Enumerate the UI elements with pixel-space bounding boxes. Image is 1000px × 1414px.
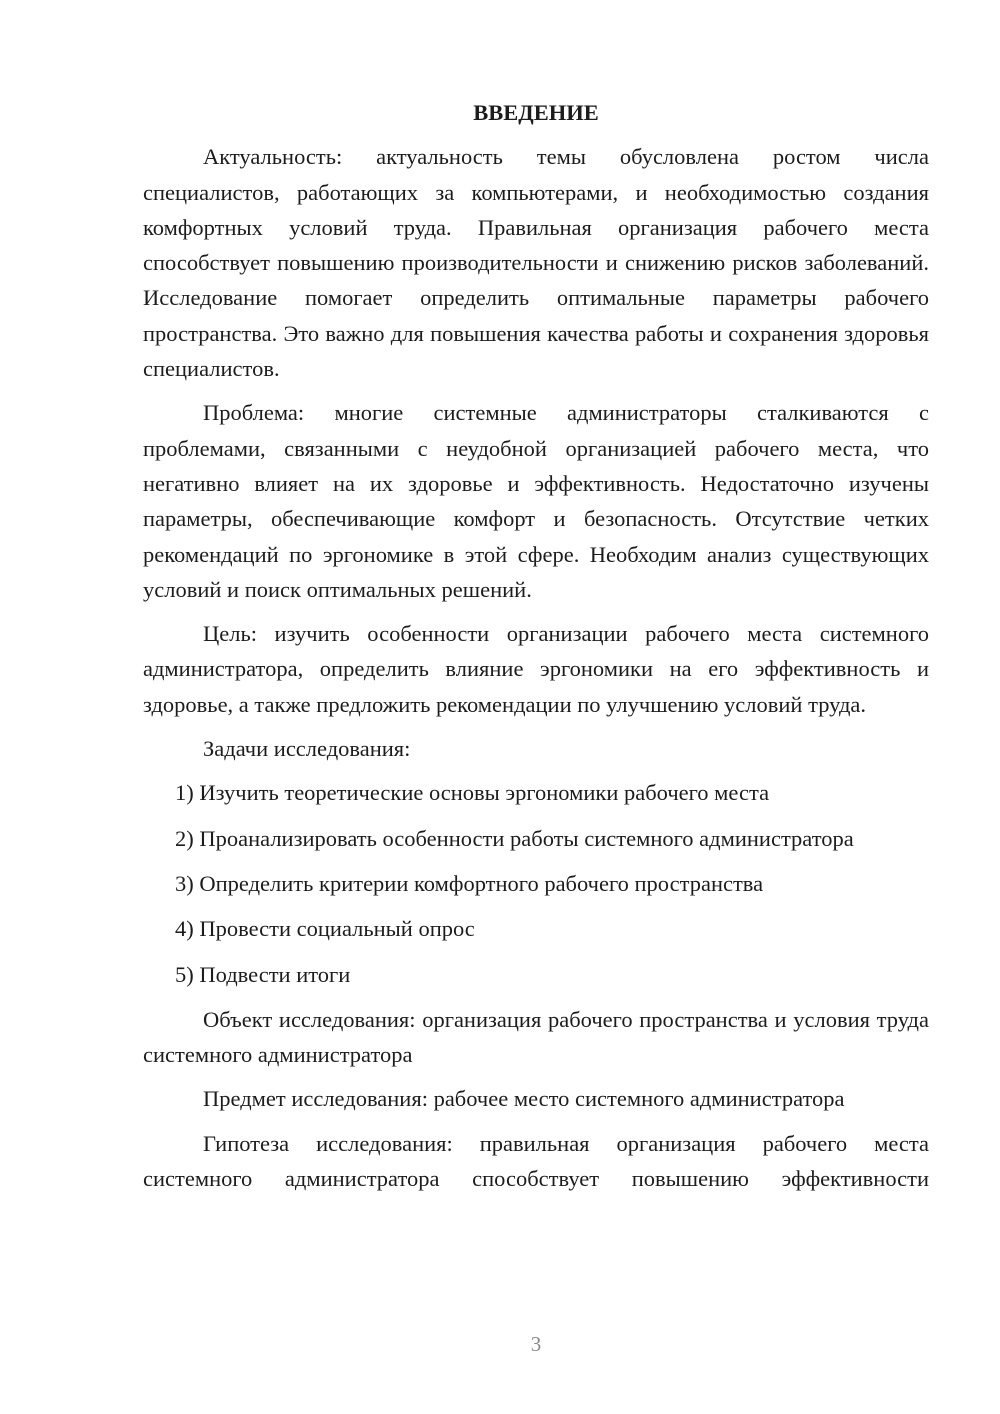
paragraph-object: Объект исследования: организация рабочего пространства и условия труда системного администратора (143, 1006, 929, 1068)
task-item-1: 1) Изучить теоретические основы эргономики рабочего места (175, 780, 770, 806)
paragraph-subject: Предмет исследования: рабочее место системного администратора (203, 1086, 845, 1112)
page-number: 3 (530, 1332, 542, 1356)
paragraph-problem: Проблема: многие системные администраторы сталкиваются с проблемами, связанными с неудобной организацией рабочего места, что негативно влияет на их здоровье и эффективность. Недостаточно изучены параметры, обеспечивающие комфорт и безопасность. Отсутствие четких рекомендаций по эргономике в этой сфере. Необходим анализ существующих условий и поиск оптимальных решений. (143, 400, 929, 602)
paragraph-goal: Цель: изучить особенности организации рабочего места системного администратора, определить влияние эргономики на его эффективность и здоровье, а также предложить рекомендации по улучшению условий труда. (143, 621, 929, 717)
tasks-heading: Задачи исследования: (203, 736, 411, 762)
section-heading: ВВЕДЕНИЕ (473, 100, 599, 125)
task-item-4: 4) Провести социальный опрос (175, 916, 475, 942)
paragraph-hypothesis: Гипотеза исследования: правильная организация рабочего места системного администратора способствует повышению эффективности (143, 1130, 929, 1192)
task-item-2: 2) Проанализировать особенности работы системного администратора (175, 825, 854, 851)
page-content (143, 95, 929, 1205)
task-item-5: 5) Подвести итоги (175, 961, 351, 987)
task-item-3: 3) Определить критерии комфортного рабочего пространства (175, 870, 764, 896)
paragraph-relevance: Актуальность: актуальность темы обусловлена ростом числа специалистов, работающих за компьютерами, и необходимостью создания комфортных условий труда. Правильная организация рабочего места способствует повышению производительности и снижению рисков заболеваний. Исследование помогает определить оптимальные параметры рабочего пространства. Это важно для повышения качества работы и сохранения здоровья специалистов. (143, 144, 929, 382)
